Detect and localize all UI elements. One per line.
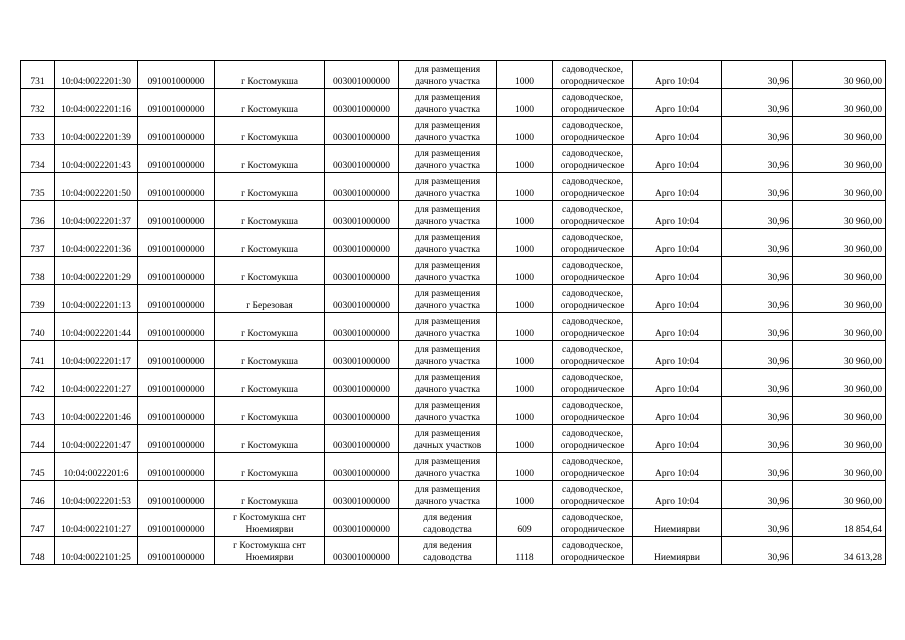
- cadastral-number-cell: 10:04:0022201:46: [55, 397, 138, 425]
- area-cell: 1118: [497, 537, 553, 565]
- permitted-use-cell: для размещения дачного участка: [399, 453, 497, 481]
- address-cell: г Костомукша: [215, 117, 325, 145]
- row-number-cell: 735: [21, 173, 55, 201]
- cadastral-quarter-cell: Арго 10:04: [633, 397, 722, 425]
- cadastral-quarter-cell: Арго 10:04: [633, 89, 722, 117]
- address-cell: г Костомукша: [215, 201, 325, 229]
- oktmo-code-cell: 091001000000: [138, 229, 215, 257]
- cadastral-value-cell: 18 854,64: [793, 509, 886, 537]
- row-number-cell: 743: [21, 397, 55, 425]
- okato-code-cell: 003001000000: [325, 425, 399, 453]
- cadastral-value-cell: 30 960,00: [793, 453, 886, 481]
- cadastral-quarter-cell: Арго 10:04: [633, 257, 722, 285]
- land-category-cell: садоводческое, огородническое: [553, 285, 633, 313]
- oktmo-code-cell: 091001000000: [138, 145, 215, 173]
- land-category-cell: садоводческое, огородническое: [553, 481, 633, 509]
- okato-code-cell: 003001000000: [325, 369, 399, 397]
- table-row: [21, 61, 886, 89]
- table-row: [21, 285, 886, 313]
- oktmo-code-cell: 091001000000: [138, 313, 215, 341]
- permitted-use-cell: для размещения дачного участка: [399, 257, 497, 285]
- table-row: [21, 201, 886, 229]
- specific-value-cell: 30,96: [722, 341, 793, 369]
- oktmo-code-cell: 091001000000: [138, 425, 215, 453]
- okato-code-cell: 003001000000: [325, 61, 399, 89]
- area-cell: 1000: [497, 425, 553, 453]
- cadastral-number-cell: 10:04:0022201:27: [55, 369, 138, 397]
- table-row: [21, 257, 886, 285]
- cadastral-value-cell: 30 960,00: [793, 313, 886, 341]
- cadastral-quarter-cell: Арго 10:04: [633, 313, 722, 341]
- permitted-use-cell: для размещения дачного участка: [399, 173, 497, 201]
- row-number-cell: 744: [21, 425, 55, 453]
- table-body: [21, 61, 886, 565]
- cadastral-value-cell: 30 960,00: [793, 425, 886, 453]
- permitted-use-cell: для размещения дачного участка: [399, 341, 497, 369]
- land-category-cell: садоводческое, огородническое: [553, 89, 633, 117]
- oktmo-code-cell: 091001000000: [138, 201, 215, 229]
- table-row: [21, 397, 886, 425]
- permitted-use-cell: для размещения дачного участка: [399, 313, 497, 341]
- permitted-use-cell: для размещения дачного участка: [399, 61, 497, 89]
- cadastral-value-cell: 30 960,00: [793, 257, 886, 285]
- table-row: [21, 453, 886, 481]
- specific-value-cell: 30,96: [722, 145, 793, 173]
- oktmo-code-cell: 091001000000: [138, 481, 215, 509]
- cadastral-quarter-cell: Арго 10:04: [633, 481, 722, 509]
- permitted-use-cell: для размещения дачных участков: [399, 425, 497, 453]
- specific-value-cell: 30,96: [722, 369, 793, 397]
- cadastral-value-cell: 30 960,00: [793, 229, 886, 257]
- area-cell: 1000: [497, 145, 553, 173]
- land-category-cell: садоводческое, огородническое: [553, 397, 633, 425]
- cadastral-number-cell: 10:04:0022101:25: [55, 537, 138, 565]
- table-row: [21, 425, 886, 453]
- land-category-cell: садоводческое, огородническое: [553, 117, 633, 145]
- cadastral-quarter-cell: Ниемиярви: [633, 537, 722, 565]
- permitted-use-cell: для размещения дачного участка: [399, 369, 497, 397]
- okato-code-cell: 003001000000: [325, 341, 399, 369]
- land-category-cell: садоводческое, огородническое: [553, 229, 633, 257]
- cadastral-number-cell: 10:04:0022201:47: [55, 425, 138, 453]
- table-row: [21, 509, 886, 537]
- cadastral-quarter-cell: Арго 10:04: [633, 145, 722, 173]
- row-number-cell: 736: [21, 201, 55, 229]
- area-cell: 1000: [497, 285, 553, 313]
- cadastral-number-cell: 10:04:0022201:29: [55, 257, 138, 285]
- oktmo-code-cell: 091001000000: [138, 453, 215, 481]
- specific-value-cell: 30,96: [722, 117, 793, 145]
- area-cell: 1000: [497, 229, 553, 257]
- oktmo-code-cell: 091001000000: [138, 509, 215, 537]
- area-cell: 1000: [497, 201, 553, 229]
- oktmo-code-cell: 091001000000: [138, 369, 215, 397]
- cadastral-number-cell: 10:04:0022201:6: [55, 453, 138, 481]
- address-cell: г Костомукша: [215, 481, 325, 509]
- area-cell: 1000: [497, 117, 553, 145]
- row-number-cell: 732: [21, 89, 55, 117]
- area-cell: 1000: [497, 257, 553, 285]
- cadastral-number-cell: 10:04:0022201:37: [55, 201, 138, 229]
- specific-value-cell: 30,96: [722, 397, 793, 425]
- table-row: [21, 369, 886, 397]
- table-row: [21, 173, 886, 201]
- okato-code-cell: 003001000000: [325, 537, 399, 565]
- address-cell: г Костомукша снт Нюемиярви: [215, 537, 325, 565]
- cadastral-quarter-cell: Арго 10:04: [633, 285, 722, 313]
- cadastral-number-cell: 10:04:0022201:39: [55, 117, 138, 145]
- area-cell: 1000: [497, 61, 553, 89]
- cadastral-quarter-cell: Арго 10:04: [633, 201, 722, 229]
- row-number-cell: 738: [21, 257, 55, 285]
- okato-code-cell: 003001000000: [325, 89, 399, 117]
- table-row: [21, 341, 886, 369]
- row-number-cell: 734: [21, 145, 55, 173]
- okato-code-cell: 003001000000: [325, 117, 399, 145]
- land-category-cell: садоводческое, огородническое: [553, 173, 633, 201]
- land-category-cell: садоводческое, огородническое: [553, 453, 633, 481]
- land-category-cell: садоводческое, огородническое: [553, 145, 633, 173]
- address-cell: г Костомукша: [215, 229, 325, 257]
- address-cell: г Костомукша снт Нюемиярви: [215, 509, 325, 537]
- specific-value-cell: 30,96: [722, 257, 793, 285]
- cadastral-value-cell: 30 960,00: [793, 369, 886, 397]
- address-cell: г Костомукша: [215, 61, 325, 89]
- area-cell: 1000: [497, 369, 553, 397]
- specific-value-cell: 30,96: [722, 537, 793, 565]
- table-row: [21, 313, 886, 341]
- address-cell: г Костомукша: [215, 89, 325, 117]
- cadastral-value-cell: 30 960,00: [793, 145, 886, 173]
- row-number-cell: 739: [21, 285, 55, 313]
- oktmo-code-cell: 091001000000: [138, 537, 215, 565]
- row-number-cell: 742: [21, 369, 55, 397]
- cadastral-value-cell: 30 960,00: [793, 117, 886, 145]
- row-number-cell: 737: [21, 229, 55, 257]
- cadastral-quarter-cell: Арго 10:04: [633, 173, 722, 201]
- row-number-cell: 731: [21, 61, 55, 89]
- row-number-cell: 741: [21, 341, 55, 369]
- specific-value-cell: 30,96: [722, 313, 793, 341]
- cadastral-number-cell: 10:04:0022201:17: [55, 341, 138, 369]
- table-row: [21, 537, 886, 565]
- land-category-cell: садоводческое, огородническое: [553, 313, 633, 341]
- table-row: [21, 145, 886, 173]
- oktmo-code-cell: 091001000000: [138, 89, 215, 117]
- cadastral-quarter-cell: Арго 10:04: [633, 369, 722, 397]
- okato-code-cell: 003001000000: [325, 313, 399, 341]
- row-number-cell: 745: [21, 453, 55, 481]
- specific-value-cell: 30,96: [722, 173, 793, 201]
- cadastral-number-cell: 10:04:0022201:36: [55, 229, 138, 257]
- oktmo-code-cell: 091001000000: [138, 397, 215, 425]
- cadastral-value-cell: 30 960,00: [793, 397, 886, 425]
- row-number-cell: 748: [21, 537, 55, 565]
- row-number-cell: 733: [21, 117, 55, 145]
- land-category-cell: садоводческое, огородническое: [553, 257, 633, 285]
- specific-value-cell: 30,96: [722, 481, 793, 509]
- land-category-cell: садоводческое, огородническое: [553, 201, 633, 229]
- specific-value-cell: 30,96: [722, 509, 793, 537]
- table-row: [21, 117, 886, 145]
- cadastral-number-cell: 10:04:0022101:27: [55, 509, 138, 537]
- specific-value-cell: 30,96: [722, 201, 793, 229]
- permitted-use-cell: для размещения дачного участка: [399, 89, 497, 117]
- permitted-use-cell: для ведения садоводства: [399, 509, 497, 537]
- address-cell: г Костомукша: [215, 341, 325, 369]
- cadastral-quarter-cell: Арго 10:04: [633, 229, 722, 257]
- permitted-use-cell: для размещения дачного участка: [399, 201, 497, 229]
- table-row: [21, 229, 886, 257]
- okato-code-cell: 003001000000: [325, 481, 399, 509]
- address-cell: г Костомукша: [215, 453, 325, 481]
- cadastral-value-cell: 30 960,00: [793, 285, 886, 313]
- permitted-use-cell: для размещения дачного участка: [399, 285, 497, 313]
- address-cell: г Костомукша: [215, 425, 325, 453]
- permitted-use-cell: для размещения дачного участка: [399, 229, 497, 257]
- land-category-cell: садоводческое, огородническое: [553, 369, 633, 397]
- oktmo-code-cell: 091001000000: [138, 341, 215, 369]
- land-category-cell: садоводческое, огородническое: [553, 61, 633, 89]
- row-number-cell: 740: [21, 313, 55, 341]
- permitted-use-cell: для размещения дачного участка: [399, 481, 497, 509]
- cadastral-number-cell: 10:04:0022201:44: [55, 313, 138, 341]
- cadastral-value-cell: 30 960,00: [793, 481, 886, 509]
- table-row: [21, 89, 886, 117]
- address-cell: г Костомукша: [215, 145, 325, 173]
- oktmo-code-cell: 091001000000: [138, 117, 215, 145]
- okato-code-cell: 003001000000: [325, 145, 399, 173]
- row-number-cell: 747: [21, 509, 55, 537]
- specific-value-cell: 30,96: [722, 453, 793, 481]
- oktmo-code-cell: 091001000000: [138, 257, 215, 285]
- address-cell: г Костомукша: [215, 313, 325, 341]
- permitted-use-cell: для ведения садоводства: [399, 537, 497, 565]
- permitted-use-cell: для размещения дачного участка: [399, 397, 497, 425]
- area-cell: 1000: [497, 173, 553, 201]
- row-number-cell: 746: [21, 481, 55, 509]
- cadastral-value-cell: 30 960,00: [793, 341, 886, 369]
- table-row: [21, 481, 886, 509]
- specific-value-cell: 30,96: [722, 425, 793, 453]
- okato-code-cell: 003001000000: [325, 229, 399, 257]
- area-cell: 1000: [497, 89, 553, 117]
- okato-code-cell: 003001000000: [325, 257, 399, 285]
- area-cell: 1000: [497, 481, 553, 509]
- area-cell: 1000: [497, 397, 553, 425]
- cadastral-quarter-cell: Арго 10:04: [633, 341, 722, 369]
- oktmo-code-cell: 091001000000: [138, 173, 215, 201]
- land-category-cell: садоводческое, огородническое: [553, 537, 633, 565]
- okato-code-cell: 003001000000: [325, 397, 399, 425]
- okato-code-cell: 003001000000: [325, 285, 399, 313]
- cadastral-quarter-cell: Арго 10:04: [633, 453, 722, 481]
- cadastral-number-cell: 10:04:0022201:16: [55, 89, 138, 117]
- address-cell: г Березовая: [215, 285, 325, 313]
- okato-code-cell: 003001000000: [325, 173, 399, 201]
- cadastral-number-cell: 10:04:0022201:30: [55, 61, 138, 89]
- specific-value-cell: 30,96: [722, 229, 793, 257]
- permitted-use-cell: для размещения дачного участка: [399, 117, 497, 145]
- cadastral-value-cell: 30 960,00: [793, 89, 886, 117]
- area-cell: 1000: [497, 341, 553, 369]
- address-cell: г Костомукша: [215, 397, 325, 425]
- cadastral-quarter-cell: Арго 10:04: [633, 425, 722, 453]
- permitted-use-cell: для размещения дачного участка: [399, 145, 497, 173]
- cadastral-number-cell: 10:04:0022201:13: [55, 285, 138, 313]
- cadastral-value-cell: 34 613,28: [793, 537, 886, 565]
- oktmo-code-cell: 091001000000: [138, 285, 215, 313]
- address-cell: г Костомукша: [215, 257, 325, 285]
- land-category-cell: садоводческое, огородническое: [553, 341, 633, 369]
- okato-code-cell: 003001000000: [325, 509, 399, 537]
- area-cell: 1000: [497, 313, 553, 341]
- oktmo-code-cell: 091001000000: [138, 61, 215, 89]
- cadastral-quarter-cell: Ниемиярви: [633, 509, 722, 537]
- specific-value-cell: 30,96: [722, 61, 793, 89]
- cadastral-value-cell: 30 960,00: [793, 173, 886, 201]
- specific-value-cell: 30,96: [722, 89, 793, 117]
- address-cell: г Костомукша: [215, 369, 325, 397]
- cadastral-quarter-cell: Арго 10:04: [633, 61, 722, 89]
- okato-code-cell: 003001000000: [325, 201, 399, 229]
- address-cell: г Костомукша: [215, 173, 325, 201]
- land-category-cell: садоводческое, огородническое: [553, 509, 633, 537]
- cadastral-number-cell: 10:04:0022201:53: [55, 481, 138, 509]
- area-cell: 609: [497, 509, 553, 537]
- land-parcel-table: [20, 60, 886, 565]
- cadastral-quarter-cell: Арго 10:04: [633, 117, 722, 145]
- land-category-cell: садоводческое, огородническое: [553, 425, 633, 453]
- cadastral-number-cell: 10:04:0022201:50: [55, 173, 138, 201]
- cadastral-value-cell: 30 960,00: [793, 61, 886, 89]
- area-cell: 1000: [497, 453, 553, 481]
- cadastral-number-cell: 10:04:0022201:43: [55, 145, 138, 173]
- cadastral-value-cell: 30 960,00: [793, 201, 886, 229]
- specific-value-cell: 30,96: [722, 285, 793, 313]
- okato-code-cell: 003001000000: [325, 453, 399, 481]
